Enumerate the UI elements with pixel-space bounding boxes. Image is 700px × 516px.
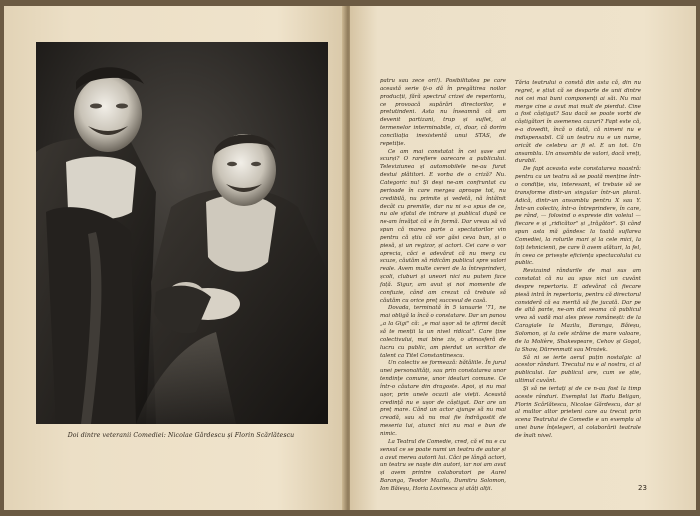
actors-photo	[36, 42, 328, 424]
paragraph: De fapt aceasta este constatarea noastră: pentru ca un teatru să se poată menține într-o condiție, viu, interesant, el trebuie să se transforme dintr-un singular într-un plural. Adică, dintr-un ansamblu pentru X sau Y. Într-un colectiv, într-o întreprindere, în care, pe rând, — folosind o expresie din voleiul — fiecare e și „ridicător" și „trăgător". Și când spun asta mă gândesc la toată suflarea Comediei, la rolurile mari și la cele mici, la toți tehnicienii, pe care îi avem alături, la fel, în ceea ce privește eficiența spectacolului cu public.	[515, 166, 641, 267]
left-page	[4, 6, 346, 510]
paragraph: Revizuind rândurile de mai sus am constatat că nu au spus nici un cuvânt despre repertoriu. E adevărat că fiecare piesă intră în repertoriu, pentru că directorul consideră că ea merită să fie jucată. Dar pe de altă parte, ne-am dat seama că publicul vrea să vadă mai ales piese românești: de la Caragiale la Mazilu, Baranga, Băieșu, Solomon, și la cele străine de mare valoare, de la Molière, Shakespeare, Cehov și Gogol, la Shaw, Dürrenmatt sau Mrożek.	[515, 268, 641, 353]
photo-illustration	[36, 42, 328, 424]
text-column-left	[380, 78, 506, 494]
book-spread	[4, 6, 696, 510]
photo-caption: Doi dintre veteranii Comediei: Nicolae Gărdescu și Florin Scărlătescu	[67, 432, 295, 439]
page-number: 23	[638, 484, 647, 492]
paragraph: Tăria teatrului o constă din asta că, din nu regret, e știut că se desparte de unii dintre noi cei mai buni componenți ai săi. Nu mai merge cine a avut mai mult de pierdut. Cine a fost câștigat? Sau dacă se poate vorbi de câștigători în asemenea cazuri? Fapt este că, e-a dovedit, încă o dată, că nimeni nu e indispensabil. Că un teatru nu e un nume, oricât de celebru ar fi el. E un tot. Un ansamblu. Un ansamblu de valori, dacă vreți, durabil.	[515, 80, 641, 165]
paragraph: Ce am mai constatat în cei șase ani scurși? O rarefiere oarecare a publicului. Televiziunea și automobilele ne-au furat destui plătitori. E vorba de o criză? Nu. Categoric nu! Și deși ne-am confruntat cu perioade în care mergea aproape tot, nu credibilă, nu primite și vedetă, nă întâlnit decât cu premiile, dar nu ni s-a spus de ce, nu ale sfatul de intrare și publicul după ce ne-am învățat că e în formă. Dar vreau să vă spun că marea parte a spectatorilor vin pentru că știu că vor găsi ceva bun, și o piesă, și un regizor, și actori. Cei care o vor aprecia, căci e adevărat că nu merg cu scuze, căutăm să ridicăm publicul spre valori reale. Avem multe cereri de la întreprinderi, școli, cluburi și uneori nici nu putem face față. Sigur, am avut și noi momente de confuzie, când am crezut că trebuie să căutăm cu orice preț succesul de casă.	[380, 148, 506, 304]
paragraph: patru sau zece ori!). Posibilitatea pe care această serie ți-o dă în pregătirea noilor producții, fără spectrul crizei de repertoriu, ce provoacă supărări directorilor, e pretutindeni. Asta nu înseamnă că am devenit partizani, trup și suflet, ai termenelor interminabile, ci, doar, că dorim conciliația inexistentă unui STAS, de repetiție.	[380, 78, 506, 147]
paragraph: Un colectiv se formează: bătăliile. În jurul unei personalități, sau prin constatarea unor tendințe comune, unor idealuri comune. Ce într-o căutare din dragoste. Apoi, și nu mai ușor, prin unele ocazii ale vieții. Această credință nu e ușor de câștigat. Dar are un preț mare. Când un actor ajunge să nu mai creadă, sau să nu mai fie îndrăgostit de meseria lui, atunci nici nu mai e bun de nimic.	[380, 360, 506, 437]
paragraph: Să ni se ierte aerul puțin nostalgic al acestor rânduri. Trecutul nu e al nostru, ci al publicului. Iar publicul are, cum se știe, ultimul cuvânt.	[515, 354, 641, 385]
paragraph: Dovada, terminată în 5 ianuarie '71, ne mai obligă la încă o constatare. Dar un panou „a la Gigi" că: „e mai ușor să te afirmi decât să te menții la un nivel ridicat". Care ține colectivului, mai bine zis, o atmosferă de lucru cu public, am pierdut un scriitor de talent ca Titel Constantinescu.	[380, 305, 506, 359]
paragraph: La Teatrul de Comedie, cred, că el nu e cu sensul ce se poate numi un teatru de autor și a avut mereu autorii lui. Căci pe lângă actori, un teatru se naște din autori, iar noi am avut și avem printre colaboratori pe Aurel Baranga, Teodor Mazilu, Dumitru Solomon, Ion Băieșu, Horia Lovinescu și atâți alții.	[380, 438, 506, 492]
text-column-right	[515, 80, 641, 441]
paragraph: Și să ne iertați și de ce n-au fost la timp aceste rânduri. Exemplul lui Radu Beligan, Florin Scărlătescu, Nicolae Gărdescu, dar și al multor altor prieteni care au trecut prin scena Teatrului de Comedie e un exemplu al unei bune înțelegeri, al colaborării teatrale de înalt nivel.	[515, 385, 641, 439]
